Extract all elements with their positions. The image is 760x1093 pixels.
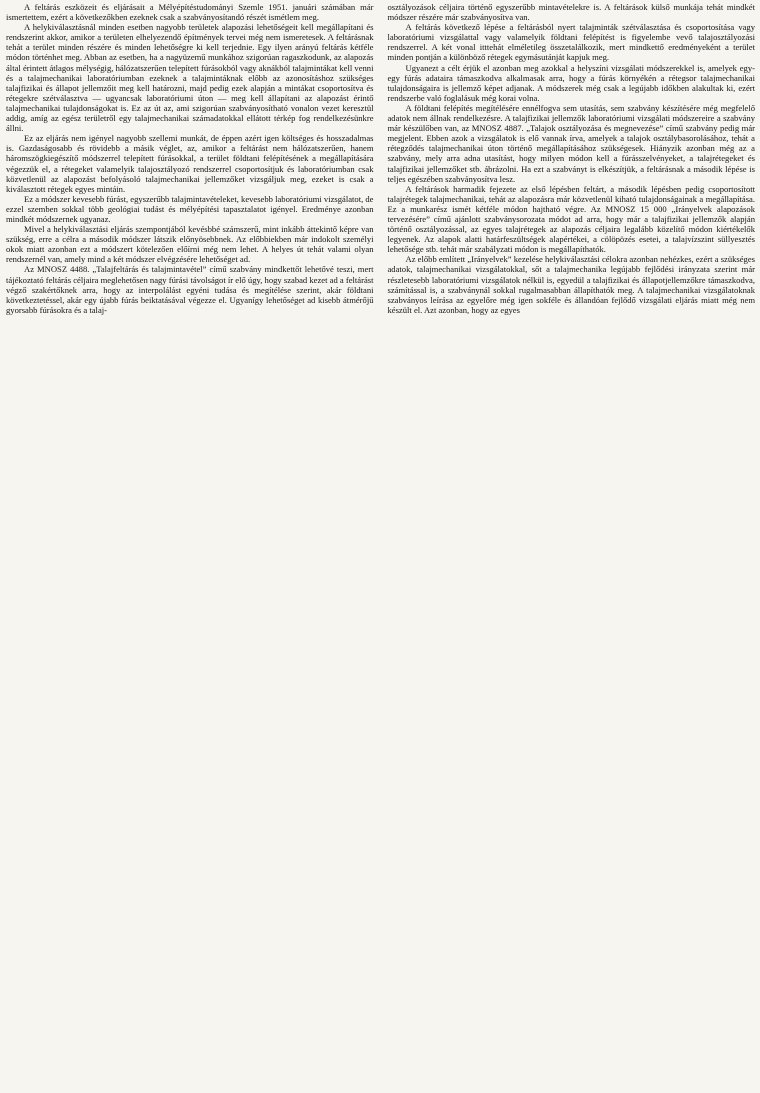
paragraph: Ugyanezt a célt érjük el azonban meg azokkal a helyszíni vizsgálati módszerekkel is, amelyek egy-egy fúrás adataira támaszkodva alkalmasak arra, hogy a fúrás környékén a rétegsor talajmechanikai tulajdonságaira is jellemző képet adjanak. A módszerek még csak a legújabb időkben alakultak ki, ezért rendszerbe való foglalásuk még korai volna. bbox=[387, 62, 755, 103]
paragraph: A feltárás következő lépése a feltárásból nyert talajminták szétválasztása és csoportosítása vagy laboratóriumi vizsgálattal vagy valamelyik földtani felépítést is figyelembe vevő talajosztályozási rendszerrel. A két vonal itttehát elméletileg összetalálkozik, mert mindkettő eredményeként a terület minden pontján a különböző rétegek egymásutánját kapjuk meg. bbox=[387, 22, 755, 63]
paragraph: A feltárások harmadik fejezete az első lépésben feltárt, a második lépésben pedig csoportosított talajrétegek talajmechanikai, tehát az alapozásra már közvetlenül kiható tulajdonságainak a megállapítása. Ez a munkarész ismét kétféle módon hajtható végre. Az MNOSZ 15 000 „Irányelvek alapozások tervezésére” című ajánlott szabványsorozata módot ad arra, hogy már a talajfizikai jellemzők alapján történő osztályozással, az egyes talajrétegek az alapozás céljaira legalább közelítő módon kiértékelők legyenek. Az alapok alatti határfeszültségek alapértékei, a cölöpözés esetei, a talajvízszint süllyesztés lehetősége stb. tehát már szabályzati módon is megállapíthatók. bbox=[387, 183, 755, 255]
paragraph: Ez a módszer kevesebb fúrást, egyszerűbb talajmintavételeket, kevesebb laboratóriumi vizsgálatot, de ezzel szemben sokkal több geológiai tudást és mélyépítési tapasztalatot igényel. Eredménye azonban mindkét módszernek ugyanaz. bbox=[6, 193, 374, 224]
paragraph: A helykiválasztásnál minden esetben nagyobb területek alapozási lehetőségeit kell megállapítani és rendszerint akkor, amikor a területen elhelyezendő építmények tervei még nem ismeretesek. A feltárásnak tehát a terület minden részére és minden lehetőségre ki kell terjednie. Egy ilyen arányú feltárás kétféle módon történhet meg. Abban az esetben, ha a nagyüzemű munkához szigorúan ragaszkodunk, az alapozás által érintett átlagos mélységig, hálózatszerűen telepített fúrásokból vagy aknákból talajmintákat kell venni és a talajmechanikai laboratóriumban ezeknek a talajmintáknak előbb az azonosításhoz szükséges talajfizikai és állapot jellemzőit meg kell határozni, majd pedig ezek alapján a mintákat csoportosítva és rétegekre szétválasztva — ugyancsak laboratóriumi úton — meg kell állapítani az alapozást érintő talajmechanikai tulajdonságokat is. Ez az út az, ami szigorúan szabványosítható vonalon vezet keresztül addig, amíg az egész területről egy talajmechanikai számadatokkal ellátott térkép fog rendelkezésünkre állni. bbox=[6, 22, 374, 134]
paragraph-continuation: osztályozások céljaira történő egyszerűbb mintavételekre is. A feltárások külső munkája tehát mindkét módszer részére már szabványosítva van. bbox=[387, 2, 755, 23]
right-column bbox=[388, 2, 756, 1093]
paragraph: A feltárás eszközeit és eljárásait a Mélyépítéstudományi Szemle 1951. januári számában már ismertettem, ezért a következőkben ezeknek csak a szabványosítandó részét ismétlem meg. bbox=[6, 2, 374, 23]
paragraph: Mivel a helykiválasztási eljárás szempontjából kevésbbé számszerű, mint inkább áttekintő képre van szükség, erre a célra a második módszer látszik előnyösebbnek. Az előbbiekben már indokolt személyi okok miatt azonban ezt a módszert kötelezően előírni még nem lehet. A helyes út tehát valami olyan rendszernél van, amely mind a két módszer elvégzésére lehetőséget ad. bbox=[6, 224, 374, 265]
paragraph: Ez az eljárás nem igényel nagyobb szellemi munkát, de éppen azért igen költséges és hosszadalmas is. Gazdaságosabb és rövidebb a másik véglet, az, amikor a feltárást nem hálózatszerűen, hanem háromszögkiegészítő módszerrel telepített fúrásokkal, a terület földtani felépítésének a megállapítására végezzük el, a rétegeket valamelyik talajosztályozó rendszerrel csoportosítjuk és laboratóriumban csak közvetlenül az alapozást befolyásoló talajmechanikai jellemzőket vizsgáljuk meg, ezeket is csak a kiválasztott rétegek egyes mintáin. bbox=[6, 133, 374, 194]
paragraph: Az MNOSZ 4488. „Talajfeltárás és talajmintavétel” című szabvány mindkettőt lehetővé teszi, mert tájékoztató feltárás céljaira meglehetősen nagy fúrási távolságot ír elő úgy, hogy szabad kezet ad a feltárást végző szakértőknek arra, hogy az interpolálást egyéni tudása és megítélése szerint, akár földtani következtetéssel, akár egy újabb fúrás beiktatásával végezze el. Ugyanígy lehetőséget ad kisebb átmérőjű gyorsabb fúrásokra és a talaj- bbox=[6, 264, 374, 315]
paragraph: Az előbb említett „Irányelvek” kezelése helykiválasztási célokra azonban nehézkes, ezért a szükséges adatok, talajmechanikai vizsgálatokkal, sőt a talajmechanika legújabb fejlődési irányzata szerint már részletesebb laboratóriumi vizsgálatok nélkül is, egyedül a talajfizikai és állapotjellemzőkre támaszkodva, számítással is, a szabványnál sokkal rugalmasabban állapíthatók meg. A talajmechanikai vizsgálatoknak szabványos leírása az egyelőre még igen sokféle és állandóan fejlődő vizsgálati eljárás miatt még nem készült el. Azt azonban, hogy az egyes bbox=[387, 254, 755, 315]
left-column bbox=[6, 2, 374, 1093]
paragraph: A földtani felépítés megítélésére ennélfogva sem utasítás, sem szabvány készítésére még megfelelő adatok nem állnak rendelkezésre. A talajfizikai jellemzők laboratóriumi vizsgálati módszereire a szabvány már készülőben van, az MNOSZ 4887. „Talajok osztályozása és megnevezése” című szabvány pedig már megjelent. Ebben azok a vizsgálatok is elő vannak írva, amelyek a talajok osztálybasorolásához, tehát a rétegződés talajmechanikai úton történő megállapításához szükségesek. Hiányzik azonban még az a szabvány, mely arra adna utasítást, hogy milyen módon kell a fúrásszelvényeket, a talajrétegeket és talajfizikai jellemzőket stb. ábrázolni. Ha ezt a szabványt is elkészítjük, a feltárásnak a második lépése is teljes egészében szabványosítva lesz. bbox=[387, 102, 755, 184]
